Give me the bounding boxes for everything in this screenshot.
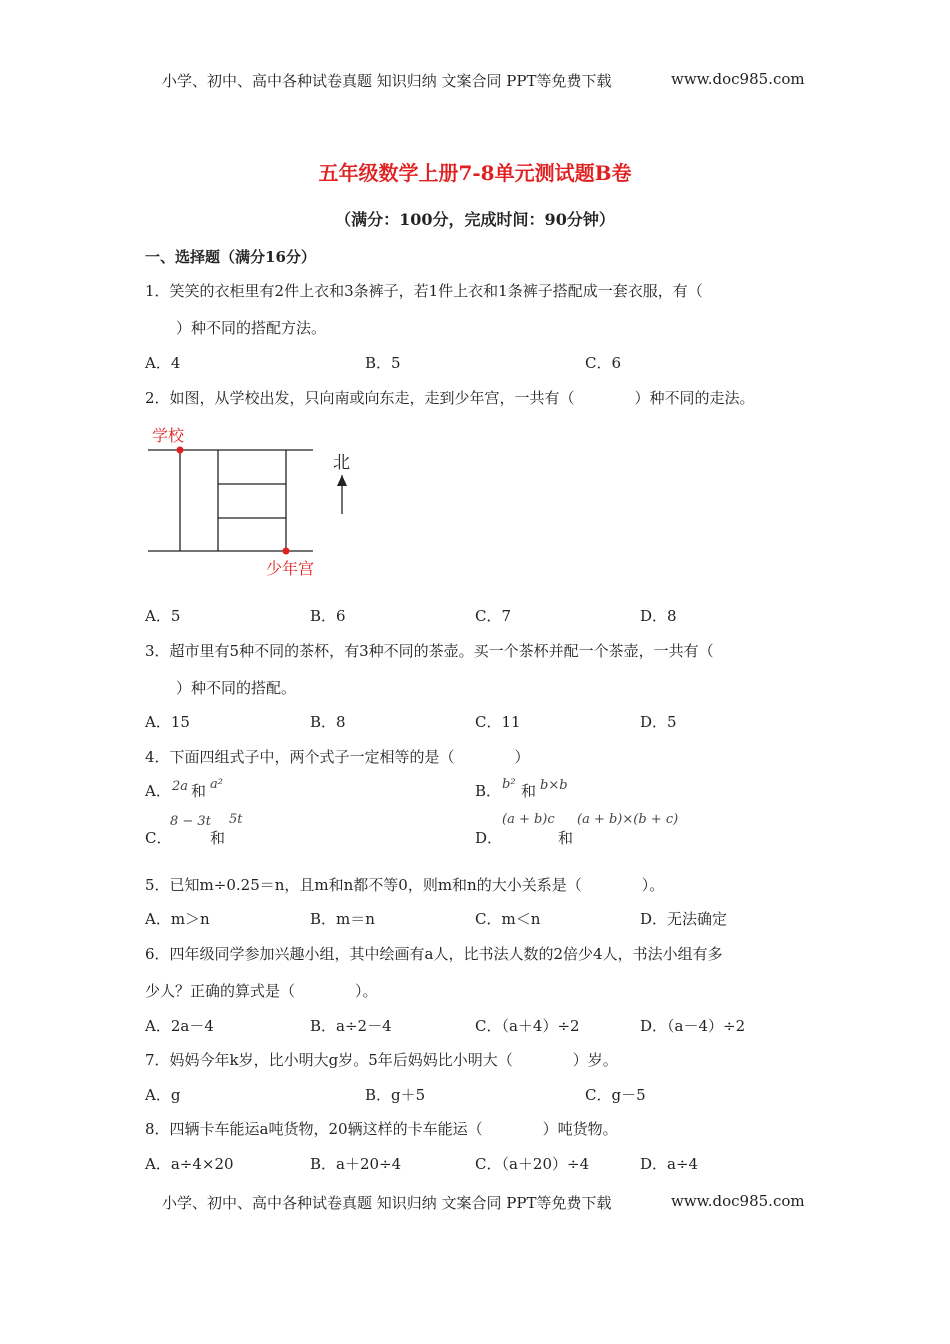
q3-option-b: B．8 [310, 713, 346, 731]
footer-text: 小学、初中、高中各种试卷真题 知识归纳 文案合同 PPT等免费下载 [162, 1194, 612, 1212]
q4-option-b-label: B． [475, 782, 502, 800]
page-subtitle: （满分：100分，完成时间：90分钟） [335, 210, 615, 229]
footer-url[interactable]: www.doc985.com [671, 1192, 805, 1210]
question-1-line2: ）种不同的搭配方法。 [176, 319, 327, 337]
north-arrow-icon [337, 475, 347, 486]
header-url[interactable]: www.doc985.com [671, 70, 805, 88]
q6-option-d: D．（a－4）÷2 [640, 1017, 746, 1035]
q7-option-a: A．g [145, 1086, 181, 1104]
q4-c-expr2: 5t [229, 812, 243, 827]
q4-d-and: 和 [558, 829, 574, 847]
q1-option-b: B．5 [365, 354, 401, 372]
q4-a-and: 和 [191, 782, 207, 800]
question-1-line1: 1．笑笑的衣柜里有2件上衣和3条裤子，若1件上衣和1条裤子搭配成一套衣服，有（ [145, 282, 703, 300]
q7-option-c: C．g－5 [585, 1086, 646, 1104]
q4-c-expr1: 8 − 3t [170, 814, 211, 829]
q3-option-c: C．11 [475, 713, 521, 731]
q5-option-b: B．m＝n [310, 910, 375, 928]
palace-label: 少年宫 [266, 559, 315, 578]
q2-option-c: C．7 [475, 607, 512, 625]
q6-option-c: C．（a＋4）÷2 [475, 1017, 580, 1035]
q8-option-d: D．a÷4 [640, 1155, 699, 1173]
question-2: 2．如图，从学校出发，只向南或向东走，走到少年宫，一共有（ ）种不同的走法。 [145, 389, 755, 407]
question-3-line2: ）种不同的搭配。 [176, 679, 297, 697]
q1-option-c: C．6 [585, 354, 622, 372]
question-5: 5．已知m÷0.25＝n，且m和n都不等0，则m和n的大小关系是（ ）。 [145, 876, 665, 894]
q8-option-c: C．（a＋20）÷4 [475, 1155, 590, 1173]
q5-option-d: D．无法确定 [640, 910, 728, 928]
north-label: 北 [333, 453, 350, 473]
q2-option-b: B．6 [310, 607, 346, 625]
q6-option-a: A．2a－4 [145, 1017, 214, 1035]
section-heading: 一、选择题（满分16分） [145, 248, 316, 266]
q3-option-d: D．5 [640, 713, 677, 731]
q1-option-a: A．4 [145, 354, 181, 372]
q4-b-expr1: b² [502, 777, 516, 792]
q4-b-and: 和 [521, 782, 537, 800]
q4-option-d-label: D． [475, 829, 503, 847]
school-point [177, 447, 184, 454]
question-6-line2: 少人？正确的算式是（ ）。 [145, 982, 378, 1000]
q3-option-a: A．15 [145, 713, 190, 731]
q4-option-a-label: A． [145, 782, 171, 800]
q4-d-expr1: (a + b)c [502, 812, 555, 827]
q4-a-expr2: a² [210, 777, 223, 792]
question-6-line1: 6．四年级同学参加兴趣小组，其中绘画有a人，比书法人数的2倍少4人，书法小组有多 [145, 945, 723, 963]
q4-a-expr1: 2a [172, 779, 189, 794]
route-diagram [140, 420, 370, 585]
q8-option-b: B．a＋20÷4 [310, 1155, 402, 1173]
page-title: 五年级数学上册7-8单元测试题B卷 [318, 161, 632, 185]
question-4: 4．下面四组式子中，两个式子一定相等的是（ ） [145, 748, 530, 766]
q4-d-expr2: (a + b)×(b + c) [577, 812, 679, 827]
q5-option-a: A．m＞n [145, 910, 210, 928]
q4-c-and: 和 [210, 829, 226, 847]
q2-option-a: A．5 [145, 607, 181, 625]
palace-point [283, 548, 290, 555]
question-7: 7．妈妈今年k岁，比小明大g岁。5年后妈妈比小明大（ ）岁。 [145, 1051, 618, 1069]
header-text: 小学、初中、高中各种试卷真题 知识归纳 文案合同 PPT等免费下载 [162, 72, 612, 90]
q5-option-c: C．m＜n [475, 910, 541, 928]
q7-option-b: B．g＋5 [365, 1086, 426, 1104]
question-8: 8．四辆卡车能运a吨货物，20辆这样的卡车能运（ ）吨货物。 [145, 1120, 618, 1138]
q4-b-expr2: b×b [540, 778, 568, 793]
q2-option-d: D．8 [640, 607, 677, 625]
question-3-line1: 3．超市里有5种不同的茶杯，有3种不同的茶壶。买一个茶杯并配一个茶壶，一共有（ [145, 642, 714, 660]
q8-option-a: A．a÷4×20 [145, 1155, 234, 1173]
school-label: 学校 [152, 426, 185, 445]
q6-option-b: B．a÷2－4 [310, 1017, 392, 1035]
q4-option-c-label: C． [145, 829, 172, 847]
